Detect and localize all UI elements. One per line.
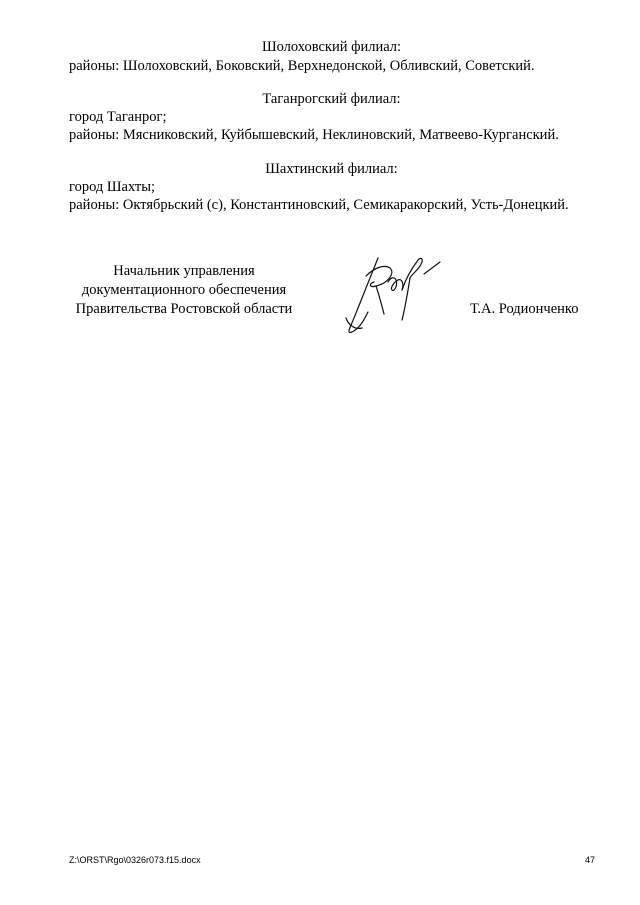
- branch-districts-taganrog: районы: Мясниковский, Куйбышевский, Неклиновский, Матвеево-Курганский.: [69, 127, 559, 143]
- handwritten-signature: [340, 248, 455, 340]
- branch-heading-shakhty: Шахтинский филиал:: [265, 161, 398, 177]
- branch-districts-shakhty: районы: Октябрьский (с), Константиновский, Семикаракорский, Усть-Донецкий.: [69, 197, 569, 213]
- branch-city-shakhty: город Шахты;: [69, 179, 155, 195]
- branch-heading-sholokhovsky: Шолоховский филиал:: [261, 39, 402, 55]
- page-number: 47: [584, 855, 595, 865]
- branch-city-taganrog: город Таганрог;: [69, 109, 167, 125]
- signatory-title-line-2: документационного обеспечения: [81, 282, 287, 298]
- signatory-title-line-1: Начальник управления: [113, 263, 255, 279]
- signatory-name: Т.А. Родионченко: [470, 301, 579, 317]
- branch-heading-taganrog: Таганрогский филиал:: [262, 91, 401, 107]
- branch-districts-sholokhovsky: районы: Шолоховский, Боковский, Верхнедонской, Обливский, Советский.: [69, 58, 535, 74]
- footer-file-path: Z:\ORST\Rgo\0326r073.f15.docx: [69, 855, 201, 865]
- signatory-title-line-3: Правительства Ростовской области: [75, 301, 293, 317]
